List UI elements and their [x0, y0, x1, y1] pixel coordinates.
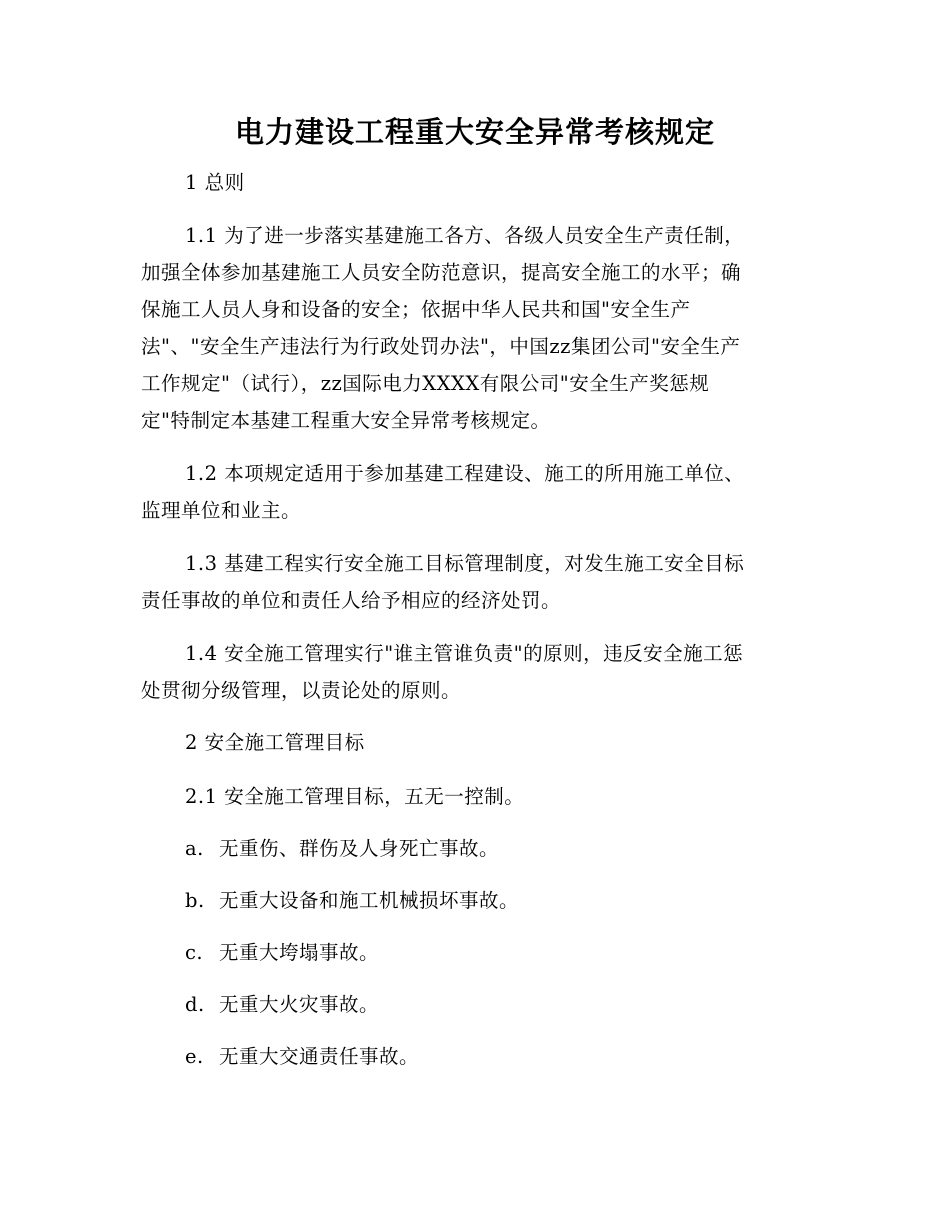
list-marker: d. [185, 993, 205, 1016]
paragraph-2-1: 2.1 安全施工管理目标，五无一控制。 [185, 785, 525, 808]
paragraph-line: 工作规定"（试行），zz国际电力XXXX有限公司"安全生产奖惩规 [141, 372, 710, 395]
list-marker: e. [185, 1045, 204, 1068]
list-item-text: 无重大垮塌事故。 [219, 941, 380, 964]
paragraph-line: 处贯彻分级管理，以责论处的原则。 [141, 679, 462, 702]
list-marker: c. [185, 941, 204, 964]
list-marker: b. [185, 889, 205, 912]
document-title: 电力建设工程重大安全异常考核规定 [234, 115, 715, 149]
list-item-text: 无重大火灾事故。 [219, 993, 380, 1016]
paragraph-line: 1.2 本项规定适用于参加基建工程建设、施工的所用施工单位、 [185, 462, 745, 485]
paragraph-1-3 [141, 545, 806, 619]
paragraph-1-2 [141, 455, 806, 529]
list-item [185, 882, 519, 919]
paragraph-1-4 [141, 635, 806, 709]
list-item [185, 986, 379, 1023]
list-item [185, 934, 379, 971]
list-marker: a. [185, 837, 204, 860]
paragraph-line: 加强全体参加基建施工人员安全防范意识，提高安全施工的水平；确 [141, 261, 742, 284]
paragraph-line: 保施工人员人身和设备的安全；依据中华人民共和国"安全生产 [141, 298, 691, 321]
paragraph-line: 责任事故的单位和责任人给予相应的经济处罚。 [141, 589, 562, 612]
list-item-text: 无重大交通责任事故。 [219, 1045, 420, 1068]
section-heading-2: 2 安全施工管理目标 [185, 731, 365, 754]
paragraph-line: 定"特制定本基建工程重大安全异常考核规定。 [141, 409, 551, 432]
paragraph-line: 法"、"安全生产违法行为行政处罚办法"，中国zz集团公司"安全生产 [141, 335, 741, 358]
list-item-text: 无重伤、群伤及人身死亡事故。 [219, 837, 500, 860]
list-item-text: 无重大设备和施工机械损坏事故。 [219, 889, 520, 912]
list-item [185, 830, 499, 867]
section-heading-1: 1 总则 [185, 171, 245, 194]
paragraph-line: 监理单位和业主。 [141, 499, 302, 522]
paragraph-1-1 [141, 217, 806, 439]
paragraph-line: 1.1 为了进一步落实基建施工各方、各级人员安全生产责任制， [185, 224, 745, 247]
paragraph-line: 1.3 基建工程实行安全施工目标管理制度，对发生施工安全目标 [185, 552, 745, 575]
paragraph-line: 1.4 安全施工管理实行"谁主管谁负责"的原则，违反安全施工惩 [185, 642, 744, 665]
list-item [185, 1038, 419, 1075]
